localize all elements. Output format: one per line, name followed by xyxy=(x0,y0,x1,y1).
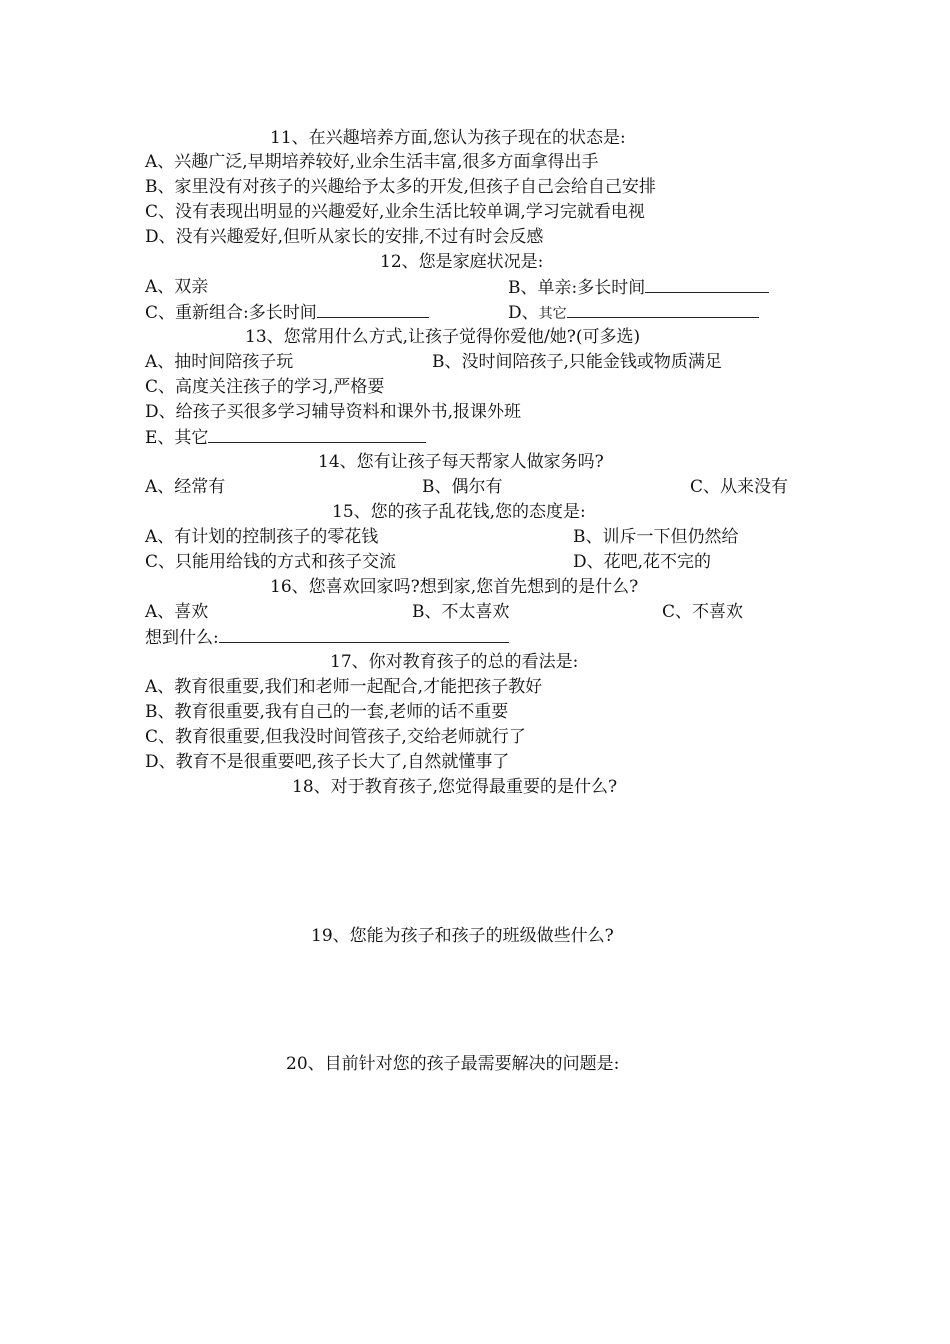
q17-title: 17、你对教育孩子的总的看法是: xyxy=(330,652,579,672)
q11-option-b: B、家里没有对孩子的兴趣给予太多的开发,但孩子自己会给自己安排 xyxy=(145,177,656,197)
q17-option-d: D、教育不是很重要吧,孩子长大了,自然就懂事了 xyxy=(145,752,510,772)
q18-title: 18、对于教育孩子,您觉得最重要的是什么? xyxy=(292,777,618,797)
q15-option-d: D、花吧,花不完的 xyxy=(573,552,712,572)
q12-option-a: A、双亲 xyxy=(145,277,209,297)
q16-option-c: C、不喜欢 xyxy=(662,602,744,622)
q12-option-d-label-letter: D、 xyxy=(508,303,539,323)
q14-option-a: A、经常有 xyxy=(145,477,226,497)
q17-option-b: B、教育很重要,我有自己的一套,老师的话不重要 xyxy=(145,702,509,722)
q12-option-b xyxy=(508,275,769,300)
q12-option-b-blank xyxy=(645,275,769,293)
q11-title: 11、在兴趣培养方面,您认为孩子现在的状态是: xyxy=(270,128,626,148)
q12-option-d-blank xyxy=(567,300,759,318)
q11-option-a: A、兴趣广泛,早期培养较好,业余生活丰富,很多方面拿得出手 xyxy=(145,152,599,172)
q16-option-b: B、不太喜欢 xyxy=(412,602,510,622)
q14-title: 14、您有让孩子每天帮家人做家务吗? xyxy=(318,452,604,472)
q13-title: 13、您常用什么方式,让孩子觉得你爱他/她?(可多选) xyxy=(245,327,641,347)
q16-think xyxy=(145,625,509,650)
q12-option-d xyxy=(508,300,759,326)
q16-option-a: A、喜欢 xyxy=(145,602,209,622)
q13-option-e-blank xyxy=(208,425,426,443)
q12-title: 12、您是家庭状况是: xyxy=(380,252,544,272)
q11-option-d: D、没有兴趣爱好,但听从家长的安排,不过有时会反感 xyxy=(145,227,544,247)
q11-option-c: C、没有表现出明显的兴趣爱好,业余生活比较单调,学习完就看电视 xyxy=(145,202,645,222)
q13-option-e xyxy=(145,425,426,450)
q19-title: 19、您能为孩子和孩子的班级做些什么? xyxy=(311,926,614,946)
q13-option-b: B、没时间陪孩子,只能金钱或物质满足 xyxy=(432,352,722,372)
q13-option-d: D、给孩子买很多学习辅导资料和课外书,报课外班 xyxy=(145,402,522,422)
q15-title: 15、您的孩子乱花钱,您的态度是: xyxy=(332,502,586,522)
q15-option-c: C、只能用给钱的方式和孩子交流 xyxy=(145,552,397,572)
q13-option-c: C、高度关注孩子的学习,严格要 xyxy=(145,377,385,397)
q13-option-a: A、抽时间陪孩子玩 xyxy=(145,352,294,372)
q13-option-e-label: E、其它 xyxy=(145,428,209,448)
q20-title: 20、目前针对您的孩子最需要解决的问题是: xyxy=(286,1054,620,1074)
q15-option-b: B、训斥一下但仍然给 xyxy=(573,527,739,547)
q12-option-c xyxy=(145,300,429,325)
q16-think-blank xyxy=(219,625,509,643)
q16-title: 16、您喜欢回家吗?想到家,您首先想到的是什么? xyxy=(270,577,639,597)
q15-option-a: A、有计划的控制孩子的零花钱 xyxy=(145,527,379,547)
q17-option-a: A、教育很重要,我们和老师一起配合,才能把孩子教好 xyxy=(145,677,543,697)
q12-option-b-label: B、单亲:多长时间 xyxy=(508,278,646,298)
q12-option-c-blank xyxy=(317,300,429,318)
q12-option-d-label-text: 其它 xyxy=(538,306,567,322)
q17-option-c: C、教育很重要,但我没时间管孩子,交给老师就行了 xyxy=(145,727,526,747)
q16-think-label: 想到什么: xyxy=(145,628,219,648)
q12-option-c-label: C、重新组合:多长时间 xyxy=(145,303,317,323)
q14-option-b: B、偶尔有 xyxy=(422,477,503,497)
q14-option-c: C、从来没有 xyxy=(690,477,789,497)
